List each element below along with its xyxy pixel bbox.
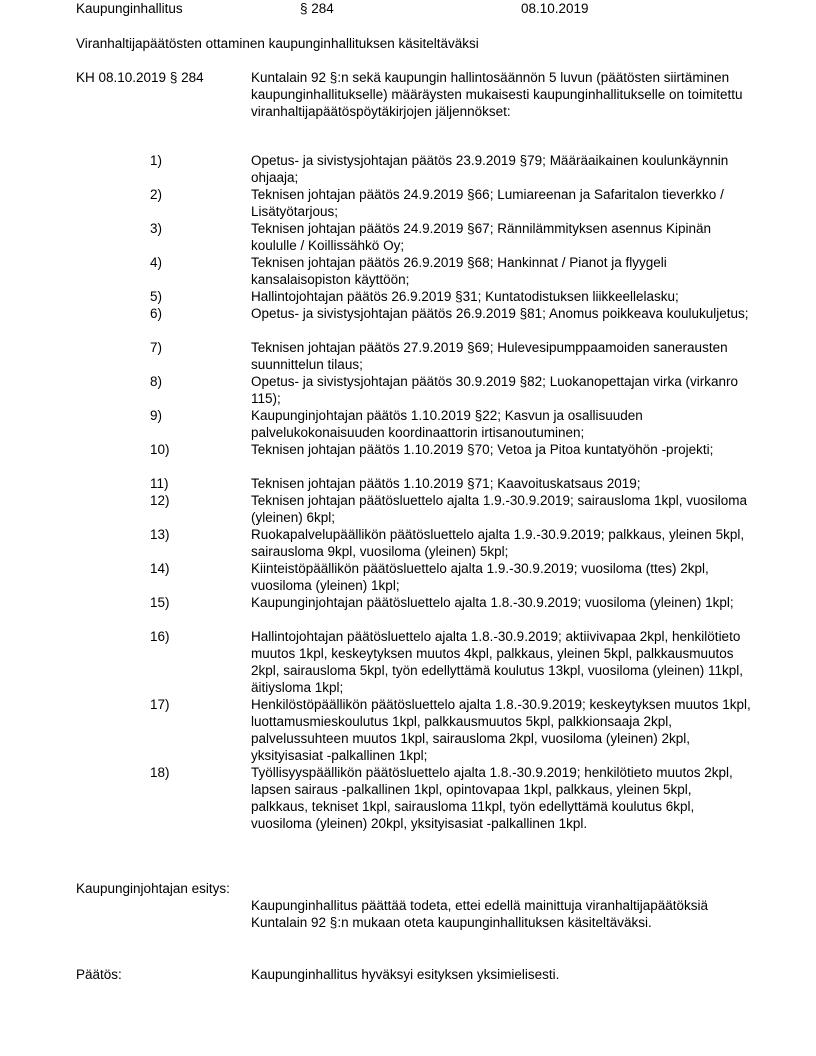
list-item-number: 15)	[150, 595, 170, 610]
list-item-number: 1)	[150, 153, 163, 168]
proposal-label: Kaupunginjohtajan esitys:	[76, 881, 230, 896]
list-item-text: Kaupunginjohtajan päätös 1.10.2019 §22; Kasvun ja osallisuuden palvelukokonaisuuden koordinaattorin irtisanoutuminen;	[251, 408, 643, 440]
list-item-number: 11)	[150, 476, 169, 491]
list-item-number: 17)	[150, 697, 170, 712]
list-item-text: Teknisen johtajan päätös 1.10.2019 §71; Kaavoituskatsaus 2019;	[251, 476, 641, 491]
intro-paragraph: Kuntalain 92 §:n sekä kaupungin hallintosäännön 5 luvun (päätösten siirtäminen kaupunginhallitukselle) määräysten mukaisesti kaupunginhallitukselle on toimitettu viranhaltijapäätöspöytäkirjojen jäljennökset:	[251, 70, 743, 119]
list-item-number: 6)	[150, 306, 163, 321]
list-item-text: Teknisen johtajan päätös 27.9.2019 §69; Hulevesipumppaamoiden sanerausten suunnittelun tilaus;	[251, 340, 728, 372]
list-item-number: 18)	[150, 765, 170, 780]
list-item-text: Hallintojohtajan päätös 26.9.2019 §31; Kuntatodistuksen liikkeellelasku;	[251, 289, 679, 304]
meeting-date: 08.10.2019	[521, 1, 589, 16]
minutes-reference: KH 08.10.2019 § 284	[76, 70, 204, 85]
list-item-text: Teknisen johtajan päätös 24.9.2019 §66; Lumiareenan ja Safaritalon tieverkko / Lisätyötarjous;	[251, 187, 724, 219]
list-item-text: Teknisen johtajan päätös 1.10.2019 §70; Vetoa ja Pitoa kuntatyöhön -projekti;	[251, 442, 714, 457]
list-item-text: Teknisen johtajan päätös 24.9.2019 §67; Rännilämmityksen asennus Kipinän koululle / Koillissähkö Oy;	[251, 221, 712, 253]
list-item-text: Teknisen johtajan päätös 26.9.2019 §68; Hankinnat / Pianot ja flyygeli kansalaisopiston käyttöön;	[251, 255, 667, 287]
list-item-text: Opetus- ja sivistysjohtajan päätös 30.9.2019 §82; Luokanopettajan virka (virkanro 115);	[251, 374, 739, 406]
proposal-text: Kaupunginhallitus päättää todeta, ettei edellä mainittuja viranhaltijapäätöksiä Kuntalain 92 §:n mukaan oteta kaupunginhallituksen käsiteltäväksi.	[251, 898, 709, 930]
list-item-number: 12)	[150, 493, 170, 508]
list-item-number: 2)	[150, 187, 163, 202]
list-item-number: 4)	[150, 255, 163, 270]
list-item-text: Opetus- ja sivistysjohtajan päätös 23.9.2019 §79; Määräaikainen koulunkäynnin ohjaaja;	[251, 153, 729, 185]
list-item-text: Teknisen johtajan päätösluettelo ajalta 1.9.-30.9.2019; sairausloma 1kpl, vuosiloma (yleinen) 6kpl;	[251, 493, 748, 525]
decision-label: Päätös:	[76, 967, 122, 982]
list-item-number: 10)	[150, 442, 170, 457]
list-item-text: Ruokapalvelupäällikön päätösluettelo ajalta 1.9.-30.9.2019; palkkaus, yleinen 5kpl, sairausloma 9kpl, vuosiloma (yleinen) 5kpl;	[251, 527, 745, 559]
list-item-text: Työllisyyspäällikön päätösluettelo ajalta 1.8.-30.9.2019; henkilötieto muutos 2kpl, lapsen sairaus -palkallinen 1kpl, opintovapaa 1kpl, palkkaus, yleinen 5kpl, palkkaus, tekniset 1kpl, sairausloma 11kpl, työn edellyttämä koulutus 6kpl, vuosiloma (yleinen) 20kpl, yksityisasiat -palkallinen 1kpl.	[251, 765, 733, 831]
subject-title: Viranhaltijapäätösten ottaminen kaupunginhallituksen käsiteltäväksi	[76, 36, 479, 51]
decision-text: Kaupunginhallitus hyväksyi esityksen yksimielisesti.	[251, 967, 560, 982]
list-item-number: 13)	[150, 527, 170, 542]
list-item-text: Henkilöstöpäällikön päätösluettelo ajalta 1.8.-30.9.2019; keskeytyksen muutos 1kpl, luottamusmieskoulutus 1kpl, palkkausmuutos 5kpl, palkkionsaaja 2kpl, palvelussuhteen muutos 1kpl, sairausloma 2kpl, vuosiloma (yleinen) 2kpl, yksityisasiat -palkallinen 1kpl;	[251, 697, 751, 763]
list-item-text: Opetus- ja sivistysjohtajan päätös 26.9.2019 §81; Anomus poikkeava koulukuljetus;	[251, 306, 749, 321]
list-item-text: Hallintojohtajan päätösluettelo ajalta 1.8.-30.9.2019; aktiivivapaa 2kpl, henkilötieto muutos 1kpl, keskeytyksen muutos 4kpl, palkkaus, yleinen 5kpl, palkkausmuutos 2kpl, sairausloma 5kpl, työn edellyttämä koulutus 13kpl, vuosiloma (yleinen) 11kpl, äitiysloma 1kpl;	[251, 629, 743, 695]
list-item-text: Kiinteistöpäällikön päätösluettelo ajalta 1.9.-30.9.2019; vuosiloma (ttes) 2kpl, vuosiloma (yleinen) 1kpl;	[251, 561, 709, 593]
list-item-number: 8)	[150, 374, 163, 389]
list-item-number: 7)	[150, 340, 163, 355]
list-item-number: 5)	[150, 289, 163, 304]
body-name: Kaupunginhallitus	[76, 1, 183, 16]
list-item-number: 16)	[150, 629, 170, 644]
list-item-number: 14)	[150, 561, 170, 576]
list-item-text: Kaupunginjohtajan päätösluettelo ajalta 1.8.-30.9.2019; vuosiloma (yleinen) 1kpl;	[251, 595, 734, 610]
list-item-number: 9)	[150, 408, 163, 423]
section-number: § 284	[300, 1, 334, 16]
list-item-number: 3)	[150, 221, 163, 236]
